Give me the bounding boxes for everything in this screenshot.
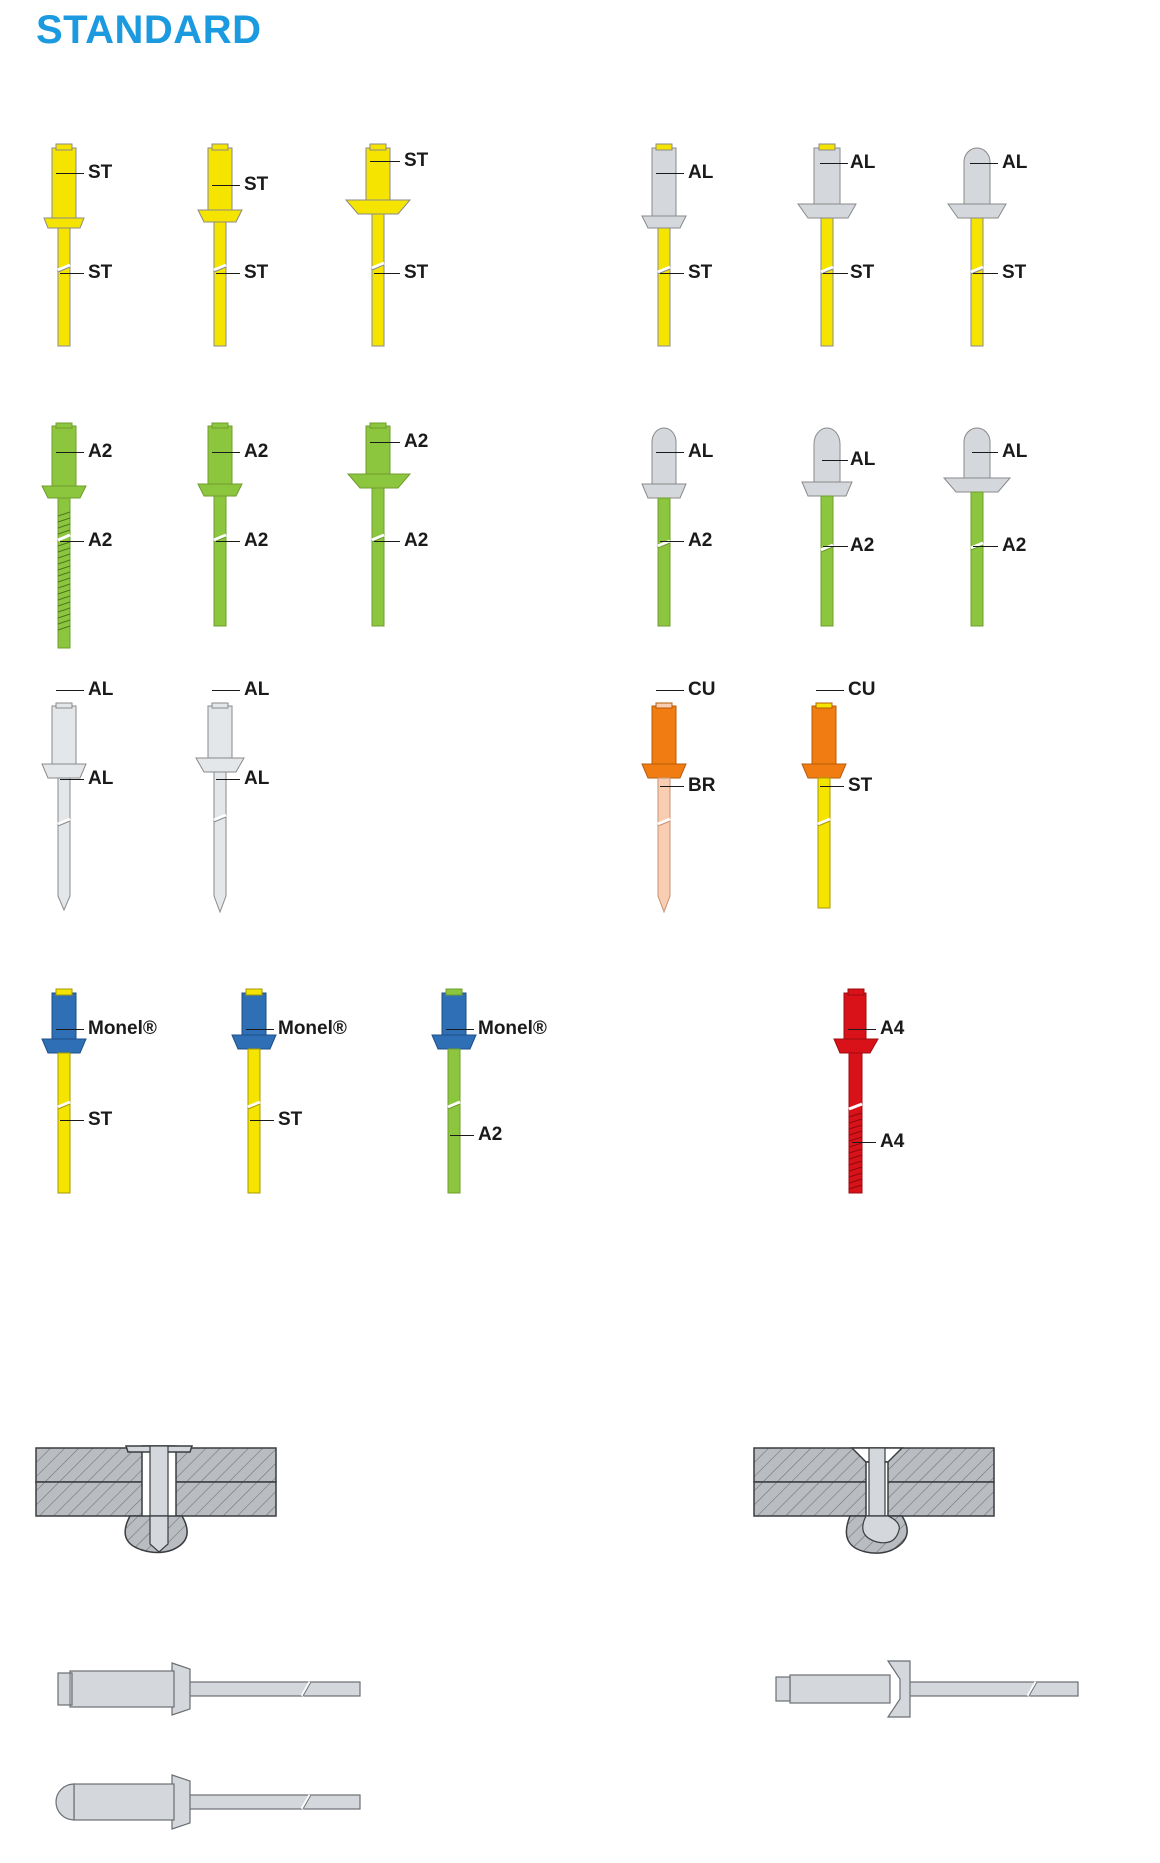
label-body-al: AL	[88, 679, 114, 700]
leader-line	[60, 1120, 84, 1121]
label-body-monel: Monel®	[478, 1018, 547, 1039]
leader-line	[656, 690, 684, 691]
leader-line	[660, 541, 684, 542]
leader-line	[56, 452, 84, 453]
leader-line	[56, 173, 84, 174]
leader-line	[820, 786, 844, 787]
label-mandrel-st: ST	[848, 775, 873, 796]
page-title: STANDARD	[36, 8, 262, 52]
label-mandrel-st: ST	[88, 1109, 113, 1130]
leader-line	[446, 1029, 474, 1030]
label-mandrel-a2: A2	[478, 1124, 503, 1145]
label-body-monel: Monel®	[278, 1018, 347, 1039]
leader-line	[973, 546, 998, 547]
label-body-a2: A2	[88, 441, 113, 462]
rivet-cu-br	[630, 700, 700, 930]
label-mandrel-st: ST	[244, 262, 269, 283]
label-mandrel-st: ST	[850, 262, 875, 283]
rivet-al-al-2	[186, 700, 256, 930]
leader-line	[374, 541, 400, 542]
label-body-st: ST	[88, 162, 113, 183]
label-mandrel-st: ST	[688, 262, 713, 283]
leader-line	[60, 541, 84, 542]
leader-line	[370, 161, 400, 162]
label-mandrel-al: AL	[244, 768, 270, 789]
leader-line	[970, 163, 998, 164]
leader-line	[250, 1120, 274, 1121]
rivet-cu-st	[790, 700, 860, 930]
label-body-al: AL	[688, 441, 714, 462]
rivet-al-al-1	[30, 700, 100, 930]
label-mandrel-a2: A2	[404, 530, 429, 551]
label-mandrel-a2: A2	[244, 530, 269, 551]
leader-line	[972, 452, 998, 453]
label-body-al: AL	[850, 449, 876, 470]
label-mandrel-a4: A4	[880, 1131, 905, 1152]
label-body-a4: A4	[880, 1018, 905, 1039]
leader-line	[660, 786, 684, 787]
leader-line	[816, 690, 844, 691]
leader-line	[212, 185, 240, 186]
label-body-st: ST	[404, 150, 429, 171]
leader-line	[823, 273, 848, 274]
figure-rivet-profile-flat-head	[30, 1655, 360, 1735]
label-body-cu: CU	[848, 679, 876, 700]
leader-line	[450, 1135, 474, 1136]
label-mandrel-a2: A2	[1002, 535, 1027, 556]
label-body-monel: Monel®	[88, 1018, 157, 1039]
leader-line	[56, 1029, 84, 1030]
leader-line	[656, 173, 684, 174]
label-mandrel-al: AL	[88, 768, 114, 789]
label-body-al: AL	[688, 162, 714, 183]
rivet-st-st-2	[186, 140, 256, 355]
leader-line	[216, 273, 240, 274]
leader-line	[56, 690, 84, 691]
leader-line	[374, 273, 400, 274]
label-body-al: AL	[1002, 441, 1028, 462]
label-mandrel-a2: A2	[688, 530, 713, 551]
leader-line	[212, 690, 240, 691]
figure-rivet-profile-dome-head	[30, 1765, 360, 1855]
leader-line	[852, 1142, 876, 1143]
label-mandrel-a2: A2	[850, 535, 875, 556]
leader-line	[848, 1029, 876, 1030]
leader-line	[60, 779, 84, 780]
label-mandrel-st: ST	[1002, 262, 1027, 283]
label-mandrel-st: ST	[278, 1109, 303, 1130]
leader-line	[216, 779, 240, 780]
label-body-al: AL	[1002, 152, 1028, 173]
leader-line	[246, 1029, 274, 1030]
figure-sectional-view-left	[30, 1440, 290, 1590]
label-body-st: ST	[244, 174, 269, 195]
label-body-a2: A2	[244, 441, 269, 462]
leader-line	[212, 452, 240, 453]
label-mandrel-a2: A2	[88, 530, 113, 551]
rivet-st-st-3	[340, 140, 420, 355]
label-body-al: AL	[244, 679, 270, 700]
leader-line	[973, 273, 998, 274]
leader-line	[370, 442, 400, 443]
label-body-al: AL	[850, 152, 876, 173]
leader-line	[60, 273, 84, 274]
leader-line	[216, 541, 240, 542]
label-body-a2: A2	[404, 431, 429, 452]
leader-line	[820, 163, 848, 164]
label-mandrel-st: ST	[88, 262, 113, 283]
figure-sectional-view-right	[748, 1440, 1008, 1590]
figure-rivet-profile-countersunk-head	[748, 1655, 1078, 1735]
leader-line	[823, 546, 848, 547]
leader-line	[656, 452, 684, 453]
label-mandrel-st: ST	[404, 262, 429, 283]
label-mandrel-br: BR	[688, 775, 716, 796]
leader-line	[822, 460, 848, 461]
label-body-cu: CU	[688, 679, 716, 700]
leader-line	[660, 273, 684, 274]
